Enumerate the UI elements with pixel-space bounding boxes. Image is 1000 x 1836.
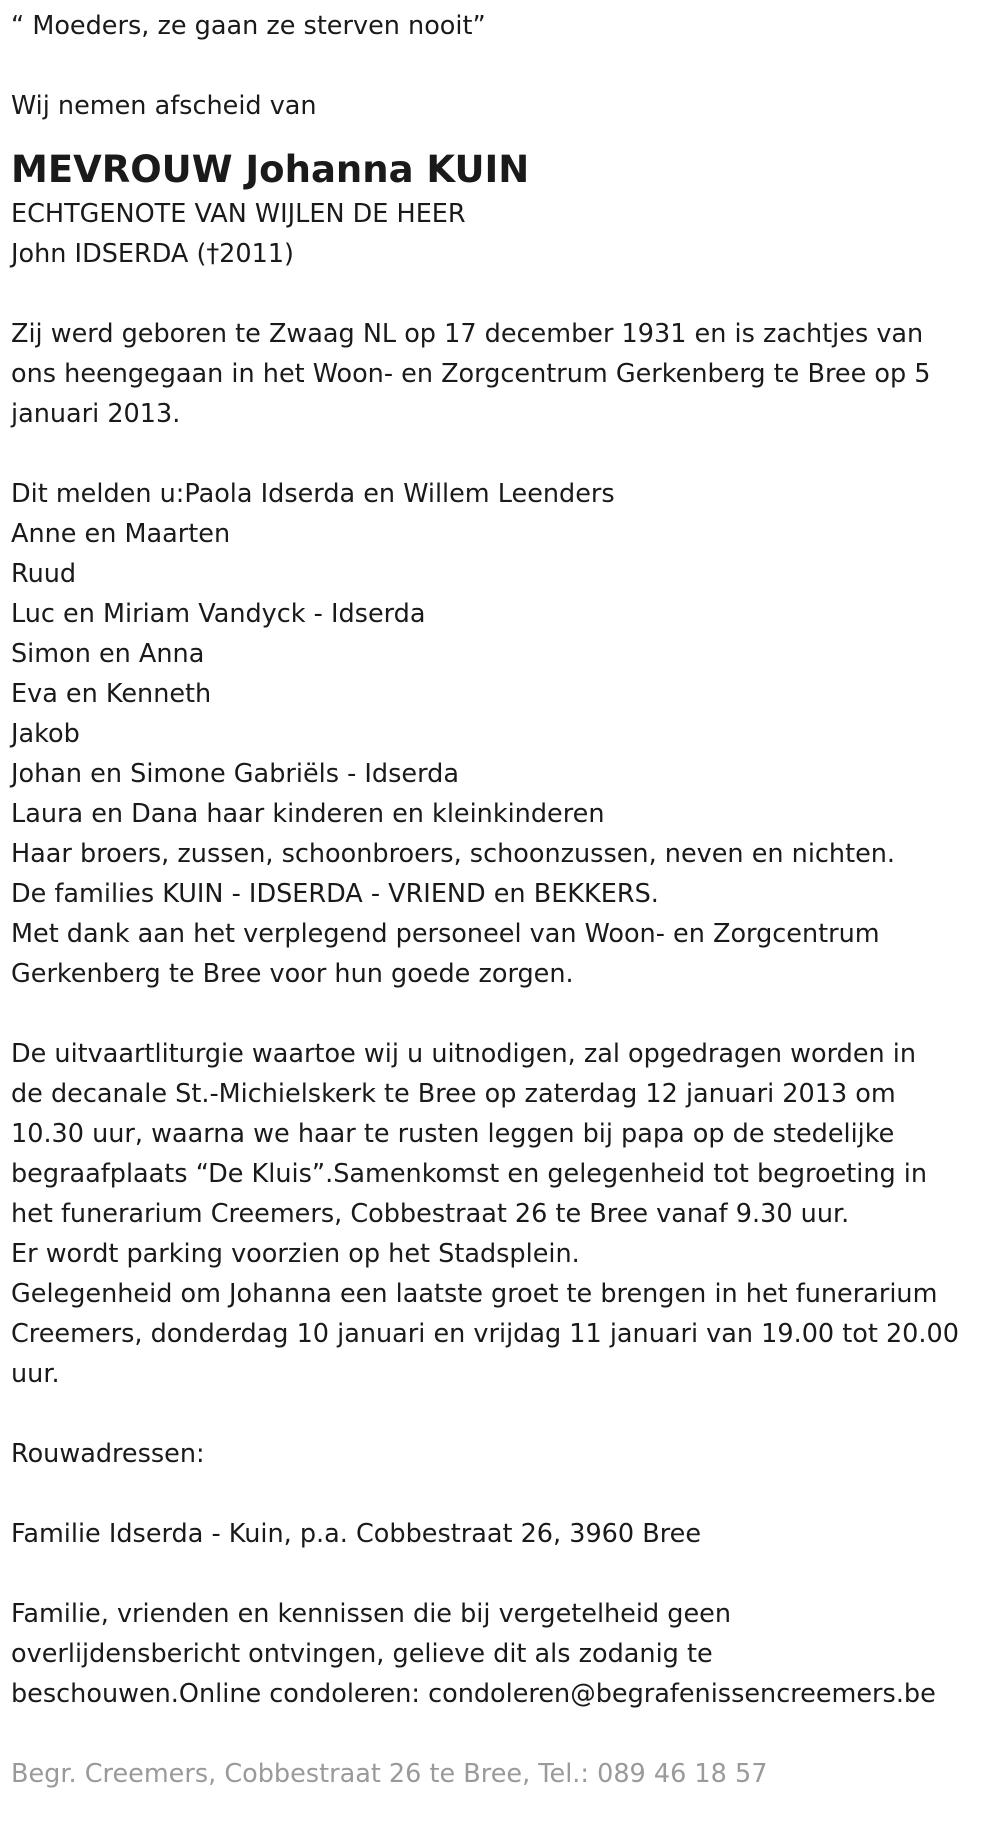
paragraph-line: overlijdensbericht ontvingen, gelieve dit als zodanig te bbox=[11, 1639, 713, 1669]
deceased-name: MEVROUW Johanna KUIN bbox=[11, 148, 530, 191]
family-line: Eva en Kenneth bbox=[11, 679, 212, 709]
family-line: Dit melden u:Paola Idserda en Willem Leenders bbox=[11, 479, 615, 509]
family-line: Ruud bbox=[11, 559, 77, 589]
paragraph-line: De uitvaartliturgie waartoe wij u uitnodigen, zal opgedragen worden in bbox=[11, 1039, 917, 1069]
spouse-line-1: ECHTGENOTE VAN WIJLEN DE HEER bbox=[11, 199, 466, 229]
addresses-heading: Rouwadressen: bbox=[11, 1439, 205, 1469]
family-line: Met dank aan het verplegend personeel van Woon- en Zorgcentrum bbox=[11, 919, 880, 949]
birth-death-paragraph bbox=[11, 314, 1000, 434]
family-line: Anne en Maarten bbox=[11, 519, 231, 549]
family-line: Johan en Simone Gabriëls - Idserda bbox=[11, 759, 459, 789]
paragraph-line: Zij werd geboren te Zwaag NL op 17 december 1931 en is zachtjes van bbox=[11, 319, 924, 349]
paragraph-line: beschouwen.Online condoleren: condoleren@begrafenissencreemers.be bbox=[11, 1679, 936, 1709]
spacer bbox=[11, 46, 1000, 86]
paragraph-line: het funerarium Creemers, Cobbestraat 26 te Bree vanaf 9.30 uur. bbox=[11, 1199, 850, 1229]
spacer bbox=[11, 1474, 1000, 1514]
paragraph-line: Er wordt parking voorzien op het Stadsplein. bbox=[11, 1239, 580, 1269]
family-line: Haar broers, zussen, schoonbroers, schoonzussen, neven en nichten. bbox=[11, 839, 896, 869]
spacer bbox=[11, 274, 1000, 314]
spacer bbox=[11, 1394, 1000, 1434]
family-line: De families KUIN - IDSERDA - VRIEND en BEKKERS. bbox=[11, 879, 659, 909]
family-line: Gerkenberg te Bree voor hun goede zorgen. bbox=[11, 959, 574, 989]
family-line: Luc en Miriam Vandyck - Idserda bbox=[11, 599, 426, 629]
mourning-address: Familie Idserda - Kuin, p.a. Cobbestraat 26, 3960 Bree bbox=[11, 1519, 702, 1549]
family-line: Jakob bbox=[11, 719, 80, 749]
paragraph-line: begraafplaats “De Kluis”.Samenkomst en gelegenheid tot begroeting in bbox=[11, 1159, 928, 1189]
obituary-notice bbox=[0, 6, 1000, 1836]
paragraph-line: januari 2013. bbox=[11, 399, 181, 429]
funeral-paragraph bbox=[11, 1034, 1000, 1394]
funeral-home-footer: Begr. Creemers, Cobbestraat 26 te Bree, Tel.: 089 46 18 57 bbox=[11, 1759, 768, 1789]
paragraph-line: 10.30 uur, waarna we haar te rusten leggen bij papa op de stedelijke bbox=[11, 1119, 895, 1149]
intro-text: Wij nemen afscheid van bbox=[11, 91, 317, 121]
spacer bbox=[11, 1714, 1000, 1754]
paragraph-line: Gelegenheid om Johanna een laatste groet te brengen in het funerarium bbox=[11, 1279, 938, 1309]
paragraph-line: Creemers, donderdag 10 januari en vrijdag 11 januari van 19.00 tot 20.00 bbox=[11, 1319, 959, 1349]
spacer bbox=[11, 1554, 1000, 1594]
spacer bbox=[11, 994, 1000, 1034]
paragraph-line: uur. bbox=[11, 1359, 60, 1389]
motto-quote: “ Moeders, ze gaan ze sterven nooit” bbox=[11, 11, 486, 41]
paragraph-line: de decanale St.-Michielskerk te Bree op zaterdag 12 januari 2013 om bbox=[11, 1079, 896, 1109]
paragraph-line: Familie, vrienden en kennissen die bij vergetelheid geen bbox=[11, 1599, 731, 1629]
family-line: Laura en Dana haar kinderen en kleinkinderen bbox=[11, 799, 605, 829]
family-list bbox=[11, 474, 1000, 994]
paragraph-line: ons heengegaan in het Woon- en Zorgcentrum Gerkenberg te Bree op 5 bbox=[11, 359, 931, 389]
spacer bbox=[11, 434, 1000, 474]
spouse-line-2: John IDSERDA (†2011) bbox=[11, 239, 295, 269]
family-line: Simon en Anna bbox=[11, 639, 205, 669]
closing-paragraph bbox=[11, 1594, 1000, 1714]
